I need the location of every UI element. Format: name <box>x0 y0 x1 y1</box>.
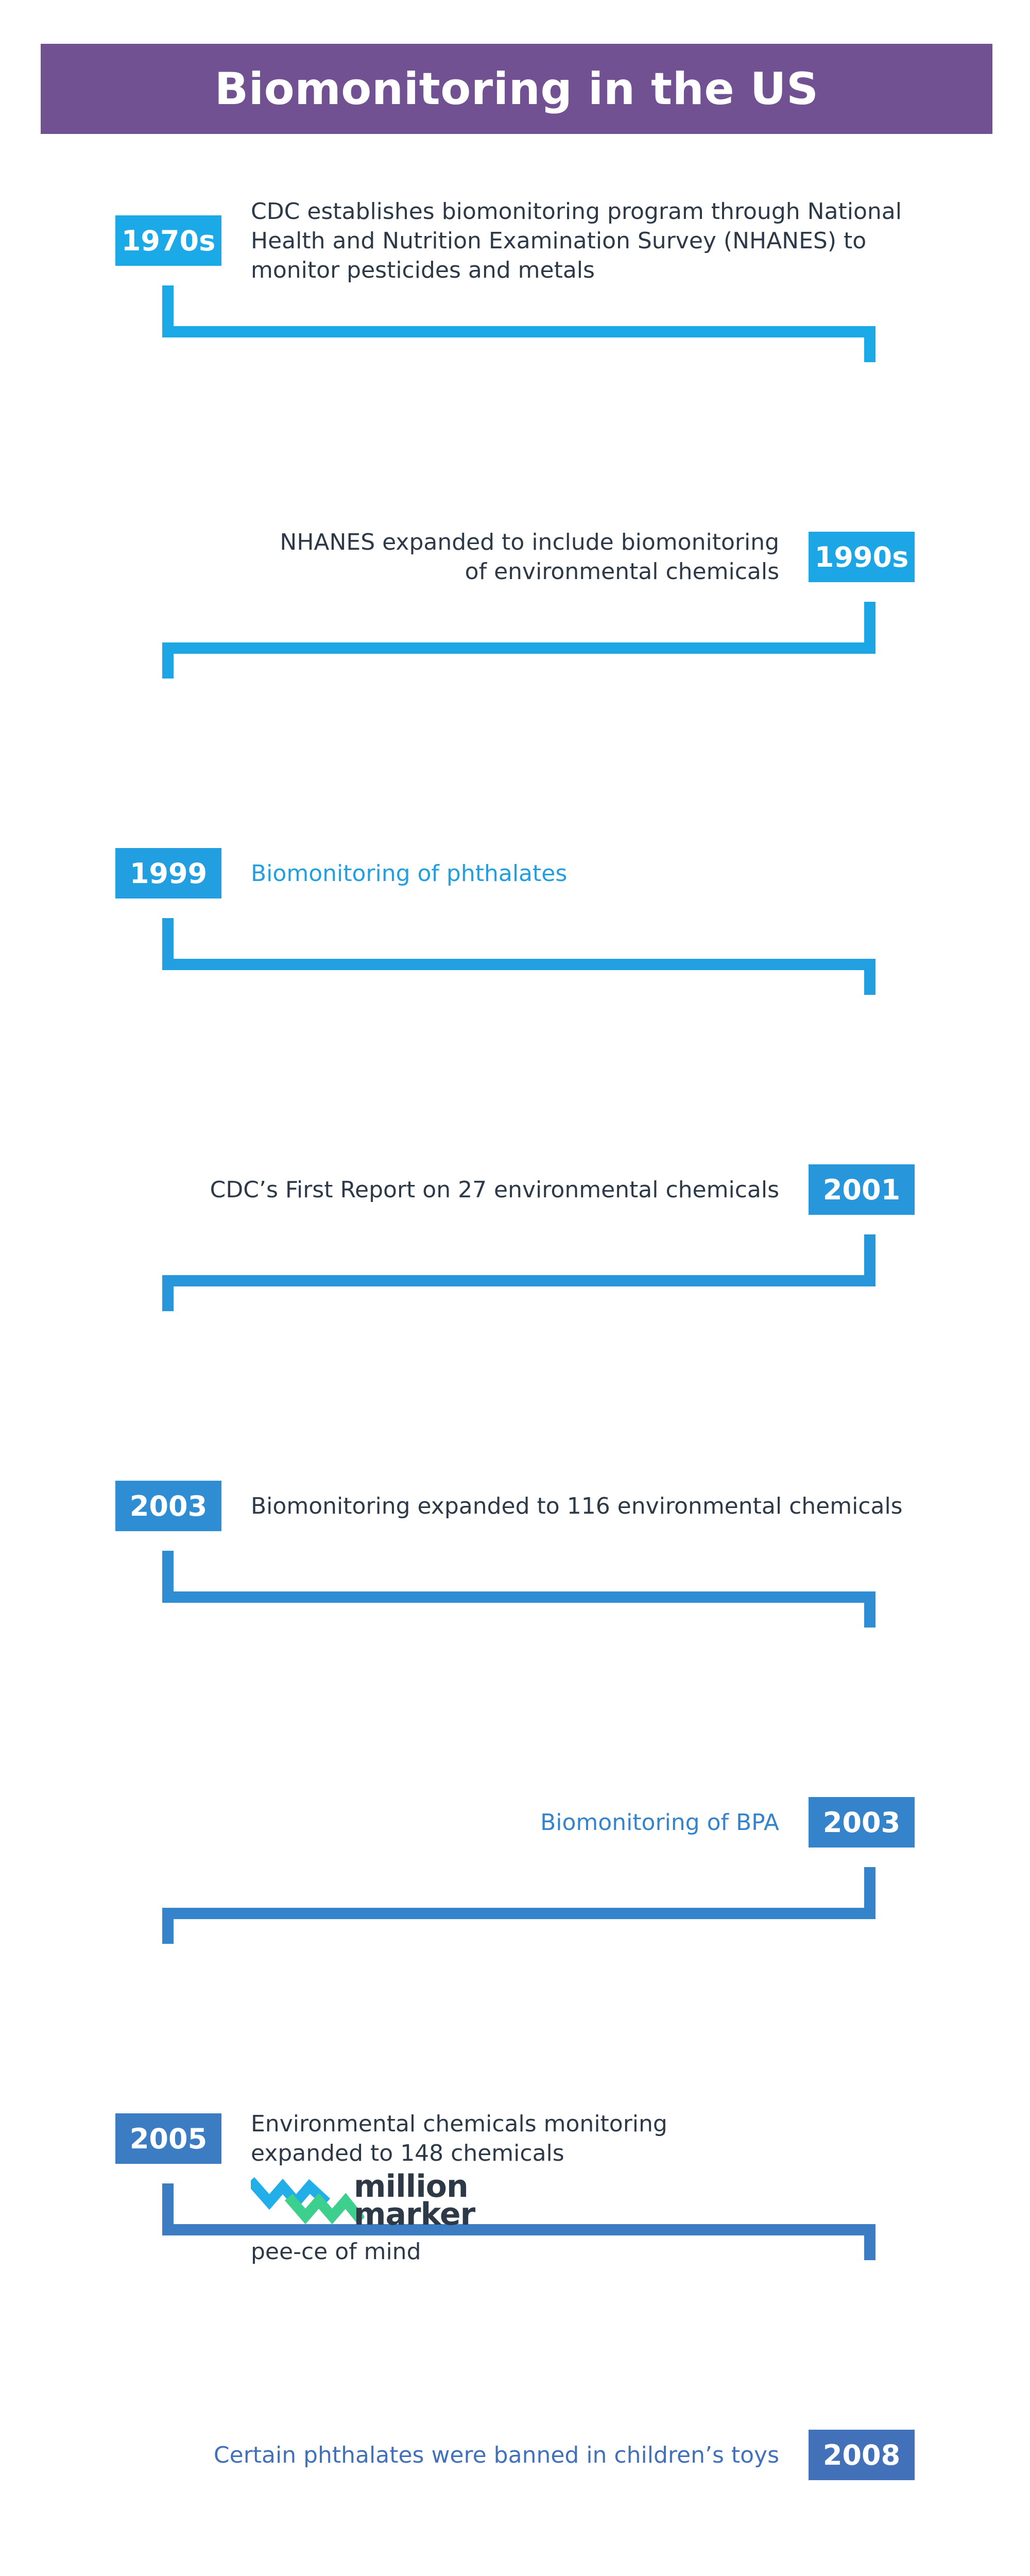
page-title: Biomonitoring in the US <box>214 63 819 115</box>
event-text-line: NHANES expanded to include biomonitoring <box>280 529 779 555</box>
event-text-line: Environmental chemicals monitoring <box>251 2111 667 2137</box>
year-badge: 1970s <box>115 215 221 266</box>
event-text-line: Biomonitoring expanded to 116 environmental chemicals <box>251 1493 903 1519</box>
event-text <box>175 528 779 586</box>
year-badge: 2003 <box>115 1481 221 1531</box>
event-text <box>251 1492 920 1521</box>
year-badge: 2005 <box>115 2113 221 2164</box>
logo-word-million: million <box>354 2168 468 2205</box>
event-text <box>175 1808 779 1837</box>
event-text-line: Certain phthalates were banned in children’s toys <box>213 2442 779 2468</box>
event-text <box>251 197 920 285</box>
timeline-connector <box>168 285 870 362</box>
year-badge: 2003 <box>809 1797 915 1848</box>
event-text-line: Biomonitoring of BPA <box>540 1809 779 1836</box>
year-badge: 2008 <box>809 2430 915 2480</box>
year-badge: 1999 <box>115 848 221 899</box>
event-text <box>251 2109 920 2168</box>
logo-icon <box>251 2173 364 2230</box>
million-marker-logo <box>251 2168 483 2232</box>
timeline-connector <box>168 602 870 679</box>
event-text-line: monitor pesticides and metals <box>251 257 595 283</box>
logo-word-marker: marker <box>354 2196 475 2232</box>
year-badge: 1990s <box>809 532 915 582</box>
timeline-connector <box>168 918 870 995</box>
event-text <box>175 1175 779 1205</box>
year-badge: 2001 <box>809 1164 915 1215</box>
event-text-line: of environmental chemicals <box>465 558 779 585</box>
event-text-line: CDC establishes biomonitoring program through National <box>251 198 902 225</box>
event-text-line: CDC’s First Report on 27 environmental chemicals <box>210 1176 779 1203</box>
event-text-line: Biomonitoring of phthalates <box>251 860 568 887</box>
event-text <box>175 2441 779 2470</box>
event-text-line: expanded to 148 chemicals <box>251 2140 564 2166</box>
timeline-connector <box>168 1551 870 1628</box>
event-text-line: Health and Nutrition Examination Survey (NHANES) to <box>251 227 867 254</box>
event-text <box>251 859 920 888</box>
timeline-connector <box>168 1867 870 1944</box>
tagline: pee-ce of mind <box>251 2239 421 2265</box>
timeline-connector <box>168 1234 870 1311</box>
